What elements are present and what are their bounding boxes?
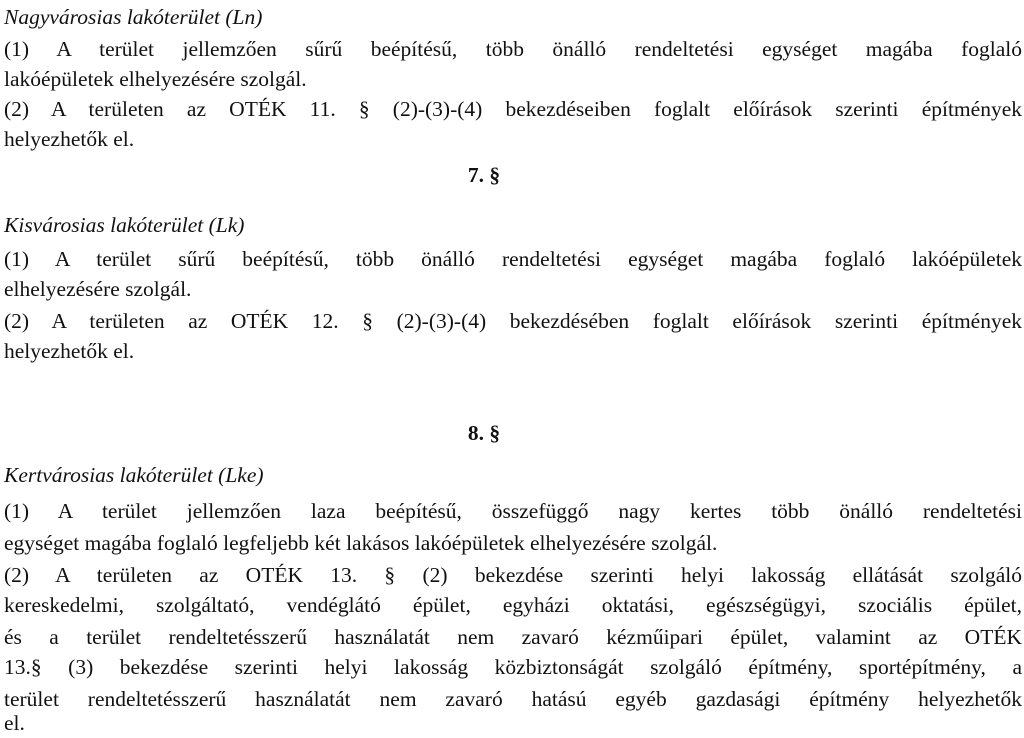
section-number-8: 8. § [467,421,501,445]
paragraph-line: helyezhetők el. [4,339,135,363]
section-heading-ln: Nagyvárosias lakóterület (Ln) [4,5,263,29]
document-page [4,0,1022,735]
paragraph-line: lakóépületek elhelyezésére szolgál. [4,67,307,91]
paragraph-line: elhelyezésére szolgál. [4,277,192,301]
section-heading-lke: Kertvárosias lakóterület (Lke) [4,463,264,487]
paragraph-line: 13.§ (3) bekezdése szerinti helyi lakosság közbiztonságát szolgáló építmény, sportépítmény, a [4,655,1022,679]
paragraph-line: egységet magába foglaló legfeljebb két lakásos lakóépületek elhelyezésére szolgál. [4,531,718,555]
paragraph-line: helyezhetők el. [4,127,135,151]
section-number-7: 7. § [467,163,501,187]
paragraph-line: (1) A terület sűrű beépítésű, több önálló rendeltetési egységet magába foglaló lakóépületek [4,247,1022,271]
paragraph-line: (2) A területen az OTÉK 12. § (2)-(3)-(4) bekezdésében foglalt előírások szerinti építmények [4,309,1022,333]
paragraph-line: (1) A terület jellemzően laza beépítésű, összefüggő nagy kertes több önálló rendeltetési [4,499,1022,523]
paragraph-line: (2) A területen az OTÉK 11. § (2)-(3)-(4) bekezdéseiben foglalt előírások szerinti építmények [4,97,1022,121]
paragraph-line: (2) A területen az OTÉK 13. § (2) bekezdése szerinti helyi lakosság ellátását szolgáló [4,563,1022,587]
paragraph-line: terület rendeltetésszerű használatát nem zavaró hatású egyéb gazdasági építmény helyezhetők [4,687,1022,711]
paragraph-line: (1) A terület jellemzően sűrű beépítésű, több önálló rendeltetési egységet magába foglaló [4,37,1022,61]
paragraph-line: kereskedelmi, szolgáltató, vendéglátó épület, egyházi oktatási, egészségügyi, szociális épület, [4,593,1022,617]
paragraph-line: el. [4,711,25,735]
section-heading-lk: Kisvárosias lakóterület (Lk) [4,213,245,237]
paragraph-line: és a terület rendeltetésszerű használatát nem zavaró kézműipari épület, valamint az OTÉK [4,625,1022,649]
